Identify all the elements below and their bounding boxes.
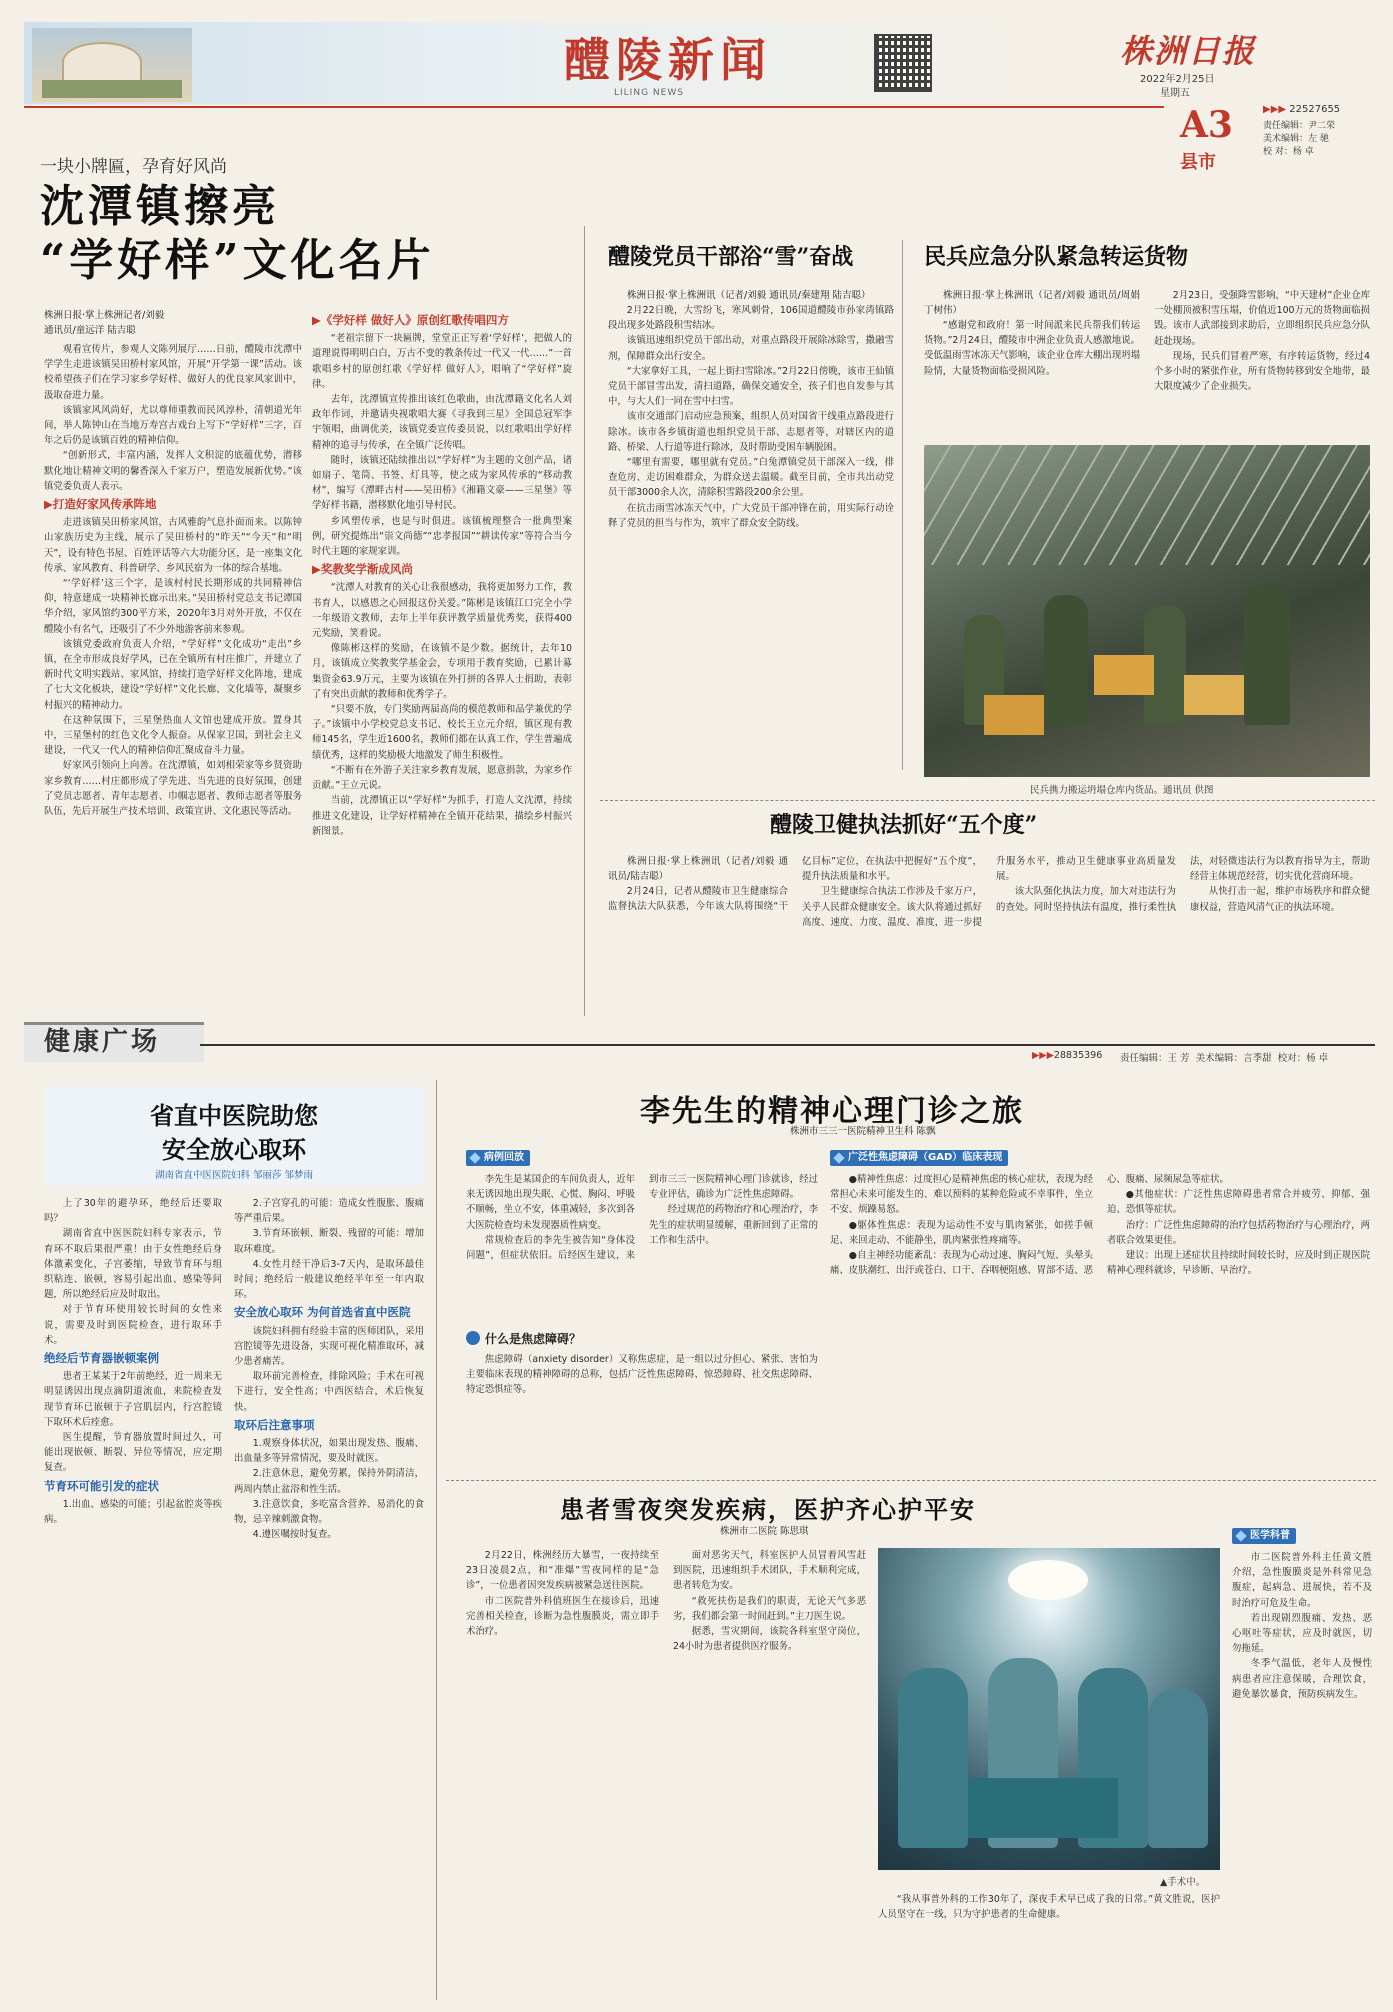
health-hotline: ▶▶▶28835396 bbox=[1032, 1050, 1103, 1061]
art7-title: 患者雪夜突发疾病，医护齐心护平安 bbox=[560, 1495, 976, 1524]
lead-subhead-3: ▶奖教奖学渐成风尚 bbox=[312, 562, 413, 577]
surgery-photo bbox=[878, 1548, 1220, 1870]
art4-body: 株洲日报·掌上株洲讯（记者/刘毅 通讯员/陆吉聪） 2月24日，记者从醴陵市卫生健康综合监督执法大队获悉，今年该大队将围绕“干亿目标”定位，在执法中把握好“五个度”，提升执法质量和水平。 卫生健康综合执法工作涉及千家万户，关乎人民群众健康安全。该大队将通过抓好高度、速度、力度、温度、准度，进一步提升服务水平，推动卫生健康事业高质量发展。 该大队强化执法力度，加大对违法行为的查处。同时坚持执法有温度，推行柔性执法，对轻微违法行为以教育指导为主，帮助经营主体规范经营，切实优化营商环境。 从快打击一起，维护市场秩序和群众健康权益，营造风清气正的执法环境。 bbox=[608, 856, 1370, 928]
lead-subhead-2: ▶《学好样 做好人》原创红歌传唱四方 bbox=[312, 313, 509, 327]
art2-title: 醴陵党员干部浴“雪”奋战 bbox=[608, 244, 854, 270]
lead-column-1: 观看宣传片，参观人文陈列展厅……日前，醴陵市沈潭中学学生走进该镇吴田桥村家风馆，开展“开学第一课”活动。该校希望孩子们在学习家乡学好样、做好人的优良家风家训中，汲取奋进力量。 该镇家风风尚好，尤以尊师重教而民风淳朴，清朝道光年间，举人陈钟山在当地万寿宫古戏台上写下“学好样”三字，百年之后仍是该镇百姓的精神信仰。 “创新形式，丰富内涵，发挥人文积淀的底蕴优势，潜移默化地让精神文明的馨香深入千家万户，塑造发展新优势。”该镇党委负责人表示。 ▶打造好家风传承阵地 走进该镇吴田桥家风馆，古风雅韵气息扑面而来。以陈钟山家族历史为主线，展示了吴田桥村的“昨天”“今天”和“明天”，设有特色书屋、百姓评话等六大功能分区，是一座集文化传承、家风教育、科普研学、乡风民宿为一体的综合基地。 “‘学好样’这三个字，是该村村民长期形成的共同精神信仰，特意建成一块精神长廊示出来。”吴田桥村党总支书记谭国华介绍，家风馆约300平方米，2020年3月对外开放，不仅在醴陵小有名气，还吸引了不少外地游客前来参观。 该镇党委政府负责人介绍，“学好样”文化成功“走出”乡镇，在全市形成良好学风，已在全镇所有村庄推广，并建立了新时代文明实践站、家风馆，持续打造学好样文化阵地，建成了七大文化板块，建设“学好样”文化长廊、文化墙等，凝聚乡村振兴的精神动力。 在这种氛围下，三星堡热血人文馆也建成开放。置身其中，三星堡村的红色文化令人振奋。从保家卫国，到社会主义建设，一代又一代人的精神信仰汇聚成奋斗力量。 好家风引领向上向善。在沈潭镇，如刘相荣家等乡贤资助家乡教育……村庄都形成了学先进、当先进的良好氛围，创建了党员志愿者、青年志愿者、巾帼志愿者、教师志愿者等服务队伍，先后开展生产技术培训、政策宣讲、文化惠民等活动。 bbox=[44, 344, 302, 818]
lead-title-line2: “学好样”文化名片 bbox=[40, 235, 435, 286]
art6-subhead-what: 什么是焦虑障碍？ bbox=[466, 1330, 581, 1347]
art6-column-gad: ●精神性焦虑：过度担心是精神焦虑的核心症状，表现为经常担心未来可能发生的、难以预料的某种危险或不幸事件，坐立不安、烦躁易怒。 ●躯体性焦虑：表现为运动性不安与肌肉紧张，如搓手顿足、来回走动、不能静坐，肌肉紧张性疼痛等。 ●自主神经功能紊乱：表现为心动过速、胸闷气短、头晕头痛、皮肤潮红、出汗或苍白、口干、吞咽梗阻感、胃部不适、恶心、腹痛、尿频尿急等症状。 ●其他症状：广泛性焦虑障碍患者常合并疲劳、抑郁、强迫、恐惧等症状。 治疗：广泛性焦虑障碍的治疗包括药物治疗与心理治疗，两者联合效果更佳。 建议：出现上述症状且持续时间较长时，应及时到正规医院精神心理科就诊，早诊断、早治疗。 bbox=[830, 1174, 1370, 1277]
art6-column-what: 焦虑障碍（anxiety disorder）又称焦虑症，是一组以过分担心、紧张、害怕为主要临床表现的精神障碍的总称，包括广泛性焦虑障碍、惊恐障碍、社交焦虑障碍、特定恐惧症等。 bbox=[466, 1354, 818, 1396]
art5-column-2: 2.子宫穿孔的可能：造成女性腹胀、腹痛等严重后果。 3.节育环嵌顿、断裂、残留的可能：增加取环难度。 4.女性月经干净后3-7天内，是取环最佳时间；绝经后一般建议绝经半年至一年内取环。 安全放心取环 为何首选省直中医院 该院妇科拥有经验丰富的医师团队，采用宫腔镜等先进设备，实现可视化精准取环，减少患者痛苦。 取环前完善检查，排除风险；手术在可视下进行，安全性高；中西医结合，术后恢复快。 取环后注意事项 1.观察身体状况，如果出现发热、腹痛、出血量多等异常情况，要及时就医。 2.注意休息，避免劳累，保持外阴清洁，两周内禁止盆浴和性生活。 3.注意饮食，多吃富含营养、易消化的食物，忌辛辣刺激食物。 4.遵医嘱按时复查。 bbox=[234, 1198, 424, 1541]
surgery-caption: ▲手术中。 bbox=[1160, 1877, 1206, 1888]
health-editors: 责任编辑：王 芳 美术编辑：言季甜 校对：杨 卓 bbox=[1120, 1053, 1329, 1064]
militia-photo bbox=[924, 445, 1370, 777]
lead-column-2: ▶《学好样 做好人》原创红歌传唱四方 “老祖宗留下一块匾牌，堂堂正正写着‘学好样’，把做人的道理说得明明白白，万古不变的教条传过一代又一代……”一首歌唱乡村的原创红歌《学好样 做好人》，唱响了“学好样”旋律。 去年，沈潭镇宣传推出该红色歌曲，由沈潭籍文化名人刘政年作词，并邀请央视歌唱大赛《寻我到三星》全国总冠军李宇领唱，曲调优美，该镇党委宣传委员说，以红歌唱出学好样精神的追寻与传承，在全镇广泛传唱。 随时，该镇还陆续推出以“学好样”为主题的文创产品，诸如扇子、笔筒、书签、灯具等，使之成为家风传承的“移动教材”，编写《潭畔古村——吴田桥》《湘籍文豪——三星堡》等学好样书籍，潜移默化地引导村民。 乡风塑传承，也是与时俱进。该镇梳理整合一批典型案例，研究提炼出“崇文尚德”“忠孝报国”“耕读传家”等符合当今时代主题的家规家训。 ▶奖教奖学渐成风尚 “沈潭人对教育的关心让我很感动，我将更加努力工作，教书育人，以感恩之心回报这份关爱。”陈彬是该镇江口完全小学一年级语文教师，去年上半年获评教学质量优秀奖，获得400元奖励，笑着说。 像陈彬这样的奖励，在该镇不是少数。据统计，去年10月，该镇成立奖教奖学基金会，专项用于教育奖励，已累计募集资金63.9万元，主要为该镇在外打拼的各界人士捐助，表彰了有突出贡献的教师和优秀学子。 “只要不放，专门奖励两届高尚的模范教师和品学兼优的学子。”该镇中小学校党总支书记、校长王立元介绍，镇区现有教师145名，学生近1600名，教师们都在认真工作，学生普遍成绩优秀，这样的奖励极大地激发了师生积极性。 “不断有在外游子关注家乡教育发展，愿意捐款，为家乡作贡献。”王立元说。 当前，沈潭镇正以“学好样”为抓手，打造人文沈潭，持续推进文化建设，让学好样精神在全镇开花结果，描绘乡村振兴新图景。 bbox=[312, 313, 572, 837]
art7-body: 2月22日，株洲经历大暴雪，一夜持续至23日凌晨2点，和“准爆”雪夜同样的是“急诊”，一位患者因突发疾病被紧急送往医院。 市二医院普外科值班医生在接诊后，迅速完善相关检查，诊断为急性腹膜炎，需立即手术治疗。 面对恶劣天气，科室医护人员冒着风雪赶到医院，迅速组织手术团队，手术顺利完成，患者转危为安。 “救死扶伤是我们的职责，无论天气多恶劣，我们都会第一时间赶到。”主刀医生说。 据悉，雪灾期间，该院各科室坚守岗位，24小时为患者提供医疗服务。 bbox=[466, 1550, 866, 1653]
art5-subhead-symptoms: 节育环可能引发的症状 bbox=[44, 1478, 159, 1493]
art5-byline: 湖南省直中医医院妇科 邹丽莎 邹梦雨 bbox=[154, 1170, 314, 1181]
lead-byline: 株洲日报·掌上株洲记者/刘毅 通讯员/童远洋 陆吉聪 bbox=[44, 310, 165, 336]
issue-weekday: 星期五 bbox=[1160, 88, 1190, 99]
question-icon bbox=[466, 1331, 480, 1345]
art6-title: 李先生的精神心理门诊之旅 bbox=[640, 1094, 1024, 1129]
banner bbox=[24, 22, 1034, 104]
page-number: A3 bbox=[1180, 104, 1233, 146]
art5-column-1: 上了30年的避孕环，绝经后还要取吗？ 湖南省直中医医院妇科专家表示，节育环不取后果很严重！由于女性绝经后身体激素变化，子宫萎缩，导致节育环与组织粘连、嵌顿，容易引起出血、感染等问题，所以绝经后应及时取出。 对于节育环使用较长时间的女性来说，需要及时到医院检查，进行取环手术。 绝经后节育器嵌顿案例 患者王某某于2年前绝经，近一周来无明显诱因出现点滴阴道流血，来院检查发现节育环已嵌顿于子宫肌层内，行宫腔镜下取环术后痊愈。 医生提醒，节育器放置时间过久，可能出现嵌顿、断裂、异位等情况，应定期复查。 节育环可能引发的症状 1.出血、感染的可能；引起盆腔炎等疾病。 bbox=[44, 1198, 222, 1526]
art6-column-case: 李先生是某国企的车间负责人，近年来无诱因地出现失眠、心慌、胸闷、呼吸不顺畅，坐立不安，体重减轻，多次到各大医院检查均未发现器质性病变。 常规检查后的李先生被告知“身体没问题”，但症状依旧。后经医生建议，来到市三三一医院精神心理门诊就诊，经过专业评估，确诊为广泛性焦虑障碍。 经过规范的药物治疗和心理治疗，李先生的症状明显缓解，重新回到了正常的工作和生活中。 bbox=[466, 1174, 818, 1262]
lead-kicker: 一块小牌匾，孕育好风尚 bbox=[40, 157, 227, 177]
art2-body: 株洲日报·掌上株洲讯（记者/刘毅 通讯员/秦建翔 陆吉聪） 2月22日晚，大雪纷飞，寒风刺骨，106国道醴陵市孙家湾镇路段出现多处路段积雪结冰。 该镇迅速组织党员干部出动，对重点路段开展除冰除雪，撒融雪剂，保障群众出行安全。 “大家拿好工具，一起上街扫雪除冰。”2月22日傍晚，该市王仙镇党员干部冒雪出发，清扫道路，确保交通安全，孩子们也自发参与其中，与大人们一同在雪中扫雪。 该市交通部门启动应急预案，组织人员对国省干线重点路段进行除冰。该市各乡镇街道也组织党员干部、志愿者等，对辖区内的道路、桥梁、人行道等进行除冰，及时帮助受困车辆脱困。 “哪里有需要，哪里就有党员。”白兔潭镇党员干部深入一线，排查危房、走访困难群众，为群众送去温暖。截至目前，全市共出动党员干部3000余人次，清除积雪路段200余公里。 在抗击雨雪冰冻天气中，广大党员干部冲锋在前，用实际行动诠释了党员的担当与作为，筑牢了群众安全防线。 bbox=[608, 290, 894, 529]
art5-subhead-aftercare: 取环后注意事项 bbox=[234, 1417, 315, 1432]
banner-title: 醴陵新闻 bbox=[564, 33, 772, 87]
issue-date: 2022年2月25日 bbox=[1140, 74, 1215, 85]
lead-subhead-1: ▶打造好家风传承阵地 bbox=[44, 497, 157, 512]
paper-name: 株洲日报 bbox=[1120, 32, 1257, 70]
art7-byline: 株洲市二医院 陈思琪 bbox=[720, 1526, 809, 1537]
art7-quote: “我从事普外科的工作30年了，深夜手术早已成了我的日常。”黄文胜说，医护人员坚守在一线，只为守护患者的生命健康。 bbox=[878, 1894, 1220, 1921]
art5-subhead-case: 绝经后节育器嵌顿案例 bbox=[44, 1351, 159, 1366]
lead-title-line1: 沈潭镇擦亮 bbox=[40, 181, 280, 232]
art6-byline: 株洲市三三一医院精神卫生科 陈飘 bbox=[790, 1126, 936, 1137]
art6-tag-case: 病例回放 bbox=[466, 1150, 530, 1166]
art5-subhead-why: 安全放心取环 为何首选省直中医院 bbox=[234, 1305, 411, 1320]
section-label: 县市 bbox=[1180, 152, 1216, 173]
art3-title: 民兵应急分队紧急转运货物 bbox=[924, 244, 1189, 270]
art6-tag-gad: 广泛性焦虑障碍（GAD）临床表现 bbox=[830, 1150, 1008, 1166]
art7-tag-science: 医学科普 bbox=[1232, 1528, 1296, 1544]
militia-caption: 民兵携力搬运坍塌仓库内货品。通讯员 供图 bbox=[1030, 785, 1214, 796]
health-section-title: 健康广场 bbox=[44, 1027, 161, 1057]
qr-code-icon bbox=[874, 34, 932, 92]
editors-list: 责任编辑：尹二荣 美术编辑：左 驰 校 对：杨 卓 bbox=[1263, 121, 1336, 157]
banner-subtitle: LILING NEWS bbox=[614, 88, 684, 98]
art5-title-line2: 安全放心取环 bbox=[162, 1135, 306, 1164]
art4-title: 醴陵卫健执法抓好“五个度” bbox=[770, 812, 1038, 838]
art5-title-line1: 省直中医院助您 bbox=[150, 1101, 318, 1130]
banner-landmark-graphic bbox=[32, 28, 192, 102]
hotline: ▶▶▶ 22527655 bbox=[1263, 104, 1341, 115]
art3-body: 株洲日报·掌上株洲讯（记者/刘毅 通讯员/周娟 丁树伟） “感谢党和政府！第一时间派来民兵帮我们转运货物。”2月24日，醴陵市中洲企业负责人感激地说。受低温雨雪冰冻天气影响，该企业仓库大棚出现坍塌险情，大量货物面临受损风险。 2月23日，受强降雪影响，“中天建材”企业仓库一处棚顶被积雪压塌，价值近100万元的货物面临损毁。该市人武部接到求助后，立即组织民兵应急分队赶赴现场。 现场，民兵们冒着严寒，有序转运货物，经过4个多小时的紧张作业，所有货物转移到安全地带，最大限度减少了企业损失。 bbox=[924, 290, 1370, 393]
art7-science: 市二医院普外科主任黄文胜介绍，急性腹膜炎是外科常见急腹症，起病急、进展快，若不及时治疗可危及生命。 若出现剧烈腹痛、发热、恶心呕吐等症状，应及时就医，切勿拖延。 冬季气温低，老年人及慢性病患者应注意保暖，合理饮食，避免暴饮暴食，预防疾病发生。 bbox=[1232, 1552, 1372, 1700]
